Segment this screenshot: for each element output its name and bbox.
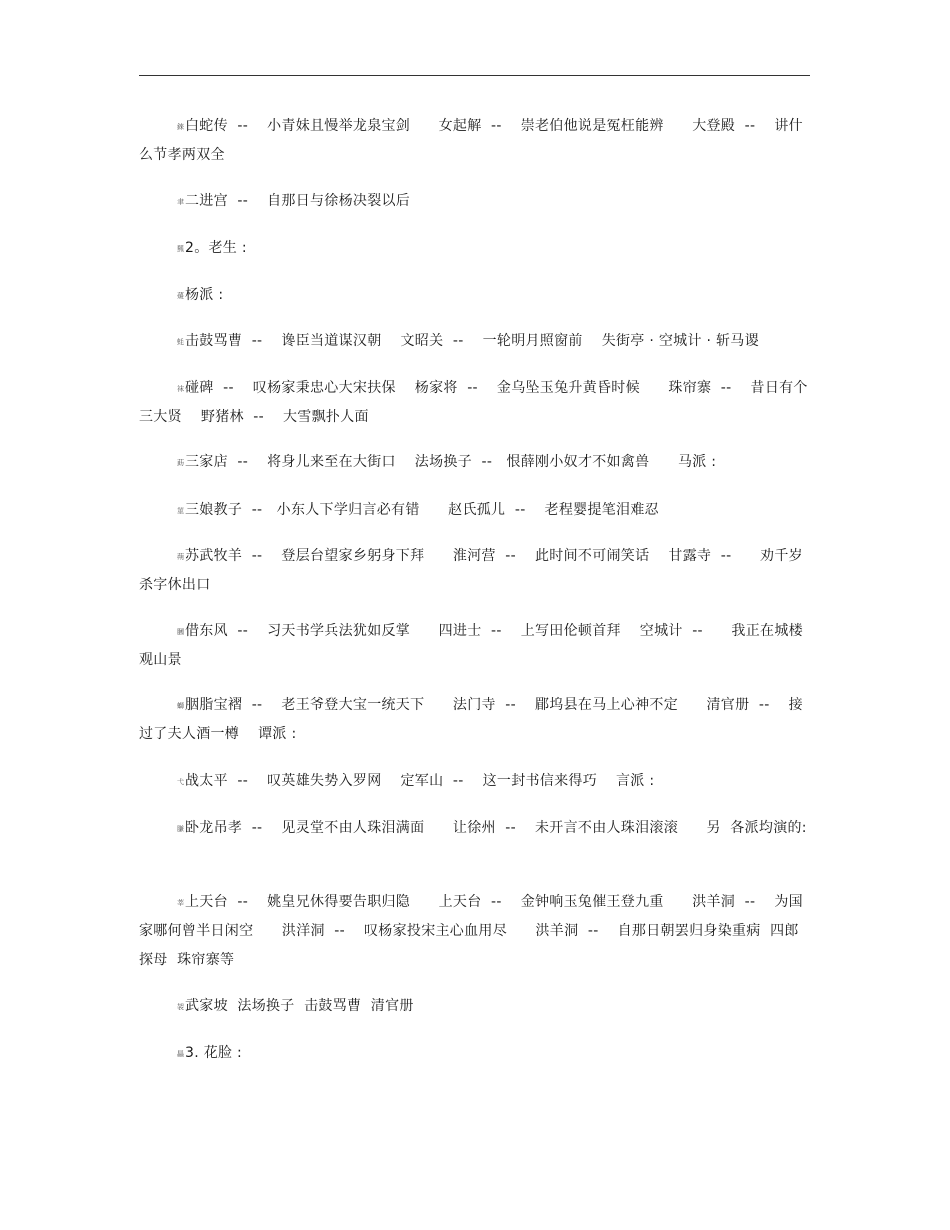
paragraph-text: 白蛇传 -- 小青妹且慢举龙泉宝剑 女起解 -- 崇老伯他说是冤枉能辨 大登殿 -- 讲什么节孝两双全 bbox=[139, 118, 803, 163]
paragraph-marker: 聿 bbox=[177, 198, 184, 206]
paragraph-15 bbox=[139, 992, 811, 1021]
paragraph-13 bbox=[139, 814, 811, 843]
paragraph-4 bbox=[139, 281, 811, 310]
paragraph-marker: 莘 bbox=[177, 899, 184, 907]
paragraph-text: 三娘教子 -- 小东人下学归言必有错 赵氏孤儿 -- 老程婴提笔泪难忍 bbox=[185, 502, 659, 518]
paragraph-marker: 莇 bbox=[177, 459, 184, 467]
paragraph-marker: 羆 bbox=[177, 245, 184, 253]
paragraph-text: 借东风 -- 习天书学兵法犹如反掌 四进士 -- 上写田伦顿首拜 空城计 -- 我正在城楼观山景 bbox=[139, 623, 803, 668]
paragraph-marker: 錸 bbox=[177, 123, 184, 131]
paragraph-1 bbox=[139, 112, 811, 170]
paragraph-text: 苏武牧羊 -- 登层台望家乡躬身下拜 淮河营 -- 此时间不可闹笑话 甘露寺 -- 劝千岁杀字休出口 bbox=[139, 548, 803, 593]
paragraph-text: 三家店 -- 将身儿来至在大街口 法场换子 -- 恨薛刚小奴才不如禽兽 马派 : bbox=[185, 454, 717, 470]
paragraph-text: 卧龙吊孝 -- 见灵堂不由人珠泪满面 让徐州 -- 未开言不由人珠泪滚滚 另 各派均演的: bbox=[185, 820, 807, 836]
paragraph-9 bbox=[139, 542, 811, 600]
paragraph-marker: 袜 bbox=[177, 385, 184, 393]
paragraph-16 bbox=[139, 1039, 811, 1068]
paragraph-marker: 膁 bbox=[177, 825, 184, 833]
paragraph-text: 2。老生 : bbox=[185, 240, 247, 256]
paragraph-text: 上天台 -- 姚皇兄休得要告职归隐 上天台 -- 金钟响玉兔催王登九重 洪羊洞 -- 为国家哪何曾半日闲空 洪洋洞 -- 叹杨家投宋主心血用尽 洪羊洞 -- 自那日朝罢归身染重病 四郎探母 珠帘寨等 bbox=[139, 894, 803, 968]
paragraph-marker: 蒴 bbox=[177, 553, 184, 561]
paragraph-3 bbox=[139, 234, 811, 263]
paragraph-text: 二进宫 -- 自那日与徐杨决裂以后 bbox=[185, 193, 411, 209]
paragraph-marker: 螶 bbox=[177, 1050, 184, 1058]
paragraph-10 bbox=[139, 617, 811, 675]
paragraph-text: 碰碑 -- 叹杨家秉忠心大宋扶保 杨家将 -- 金乌坠玉兔升黄昏时候 珠帘寨 -- 昔日有个三大贤 野猪林 -- 大雪飘扑人面 bbox=[139, 380, 808, 425]
paragraph-marker: 莁 bbox=[177, 507, 184, 515]
paragraph-text: 胭脂宝褶 -- 老王爷登大宝一统天下 法门寺 -- 郿坞县在马上心神不定 清官册 -- 接过了夫人酒一樽 谭派 : bbox=[139, 697, 803, 742]
paragraph-2 bbox=[139, 187, 811, 216]
paragraph-6 bbox=[139, 374, 811, 432]
paragraph-8 bbox=[139, 496, 811, 525]
paragraph-14 bbox=[139, 888, 811, 975]
paragraph-marker: 膕 bbox=[177, 628, 184, 636]
paragraph-text: 杨派 : bbox=[185, 287, 224, 303]
paragraph-marker: 弋 bbox=[177, 778, 184, 786]
paragraph-12 bbox=[139, 767, 811, 796]
paragraph-5 bbox=[139, 327, 811, 356]
paragraph-marker: 蚝 bbox=[177, 338, 184, 346]
paragraph-11 bbox=[139, 691, 811, 749]
paragraph-marker: 螄 bbox=[177, 702, 184, 710]
paragraph-marker: 袈 bbox=[177, 1003, 184, 1011]
paragraph-7 bbox=[139, 448, 811, 477]
paragraph-text: 战太平 -- 叹英雄失势入罗网 定军山 -- 这一封书信来得巧 言派 : bbox=[185, 773, 655, 789]
paragraph-text: 3. 花脸 : bbox=[185, 1045, 243, 1061]
paragraph-text: 击鼓骂曹 -- 谗臣当道谋汉朝 文昭关 -- 一轮明月照窗前 失街亭 · 空城计 · 斩马谡 bbox=[185, 333, 759, 349]
paragraph-text: 武家坡 法场换子 击鼓骂曹 清官册 bbox=[185, 998, 414, 1014]
paragraph-marker: 蕿 bbox=[177, 292, 184, 300]
header-rule bbox=[139, 75, 810, 76]
